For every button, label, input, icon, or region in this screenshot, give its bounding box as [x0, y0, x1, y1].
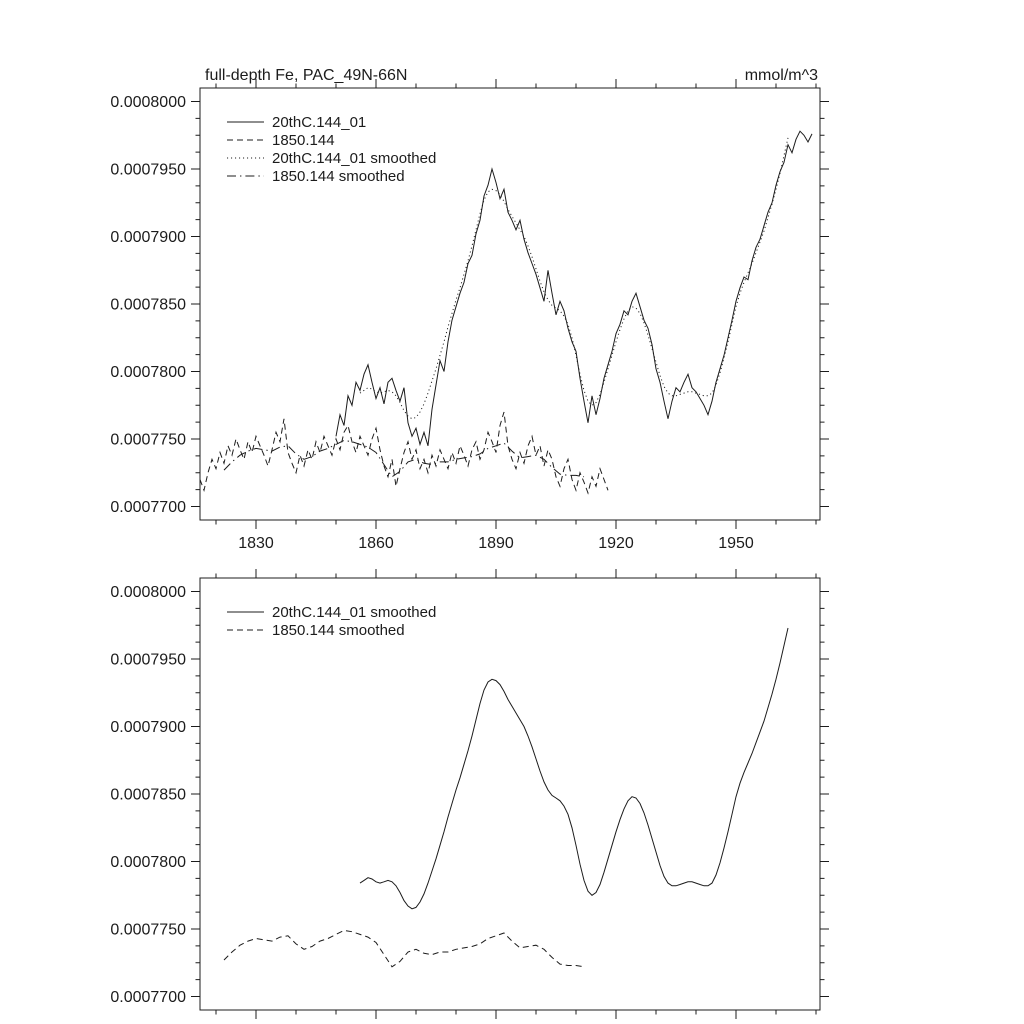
x-tick-label: 1950: [718, 535, 754, 552]
legend-item: [227, 604, 436, 621]
y-tick-label: 0.0007800: [110, 854, 186, 871]
series-c20-raw: [336, 131, 812, 446]
y-tick-label: 0.0008000: [110, 584, 186, 601]
y-tick-label: 0.0007950: [110, 651, 186, 669]
legend-label: 1850.144 smoothed: [272, 168, 405, 185]
y-tick-label: 0.0007900: [110, 719, 186, 736]
series-c20-smooth: [360, 138, 788, 419]
y-tick-label: 0.0008000: [110, 94, 186, 111]
legend-item: [227, 622, 405, 639]
chart-title: full-depth Fe, PAC_49N-66N: [205, 67, 408, 84]
x-tick-label: 1890: [478, 535, 514, 552]
legend-label: 1850.144 smoothed: [272, 622, 405, 639]
legend-item: [227, 132, 335, 149]
top-panel: [110, 79, 829, 552]
y-tick-label: 0.0007850: [110, 786, 186, 804]
legend-label: 20thC.144_01 smoothed: [272, 604, 437, 621]
legend-item: [227, 168, 405, 185]
series-ctrl-raw: [200, 412, 608, 493]
series-ctrl-smooth: [224, 440, 584, 476]
y-tick-label: 0.0007750: [110, 431, 186, 449]
y-tick-label: 0.0007700: [110, 499, 186, 516]
y-tick-label: 0.0007750: [110, 921, 186, 939]
y-tick-label: 0.0007900: [110, 229, 186, 246]
legend-label: 20thC.144_01 smoothed: [272, 150, 437, 167]
y-tick-label: 0.0007700: [110, 989, 186, 1006]
y-tick-label: 0.0007850: [110, 296, 186, 314]
bottom-plot-box: [200, 578, 820, 1010]
x-tick-label: 1920: [598, 535, 634, 552]
x-tick-label: 1830: [238, 535, 274, 552]
series-c20-smooth: [360, 628, 788, 909]
y-tick-label: 0.0007800: [110, 364, 186, 381]
legend-label: 20thC.144_01: [272, 114, 367, 131]
legend-item: [227, 150, 436, 167]
legend-label: 1850.144: [272, 132, 335, 149]
y-tick-label: 0.0007950: [110, 161, 186, 179]
x-tick-label: 1860: [358, 535, 394, 552]
legend-item: [227, 114, 366, 131]
bottom-panel: [110, 569, 829, 1024]
series-ctrl-smooth: [224, 930, 584, 966]
units-label: mmol/m^3: [744, 67, 818, 84]
